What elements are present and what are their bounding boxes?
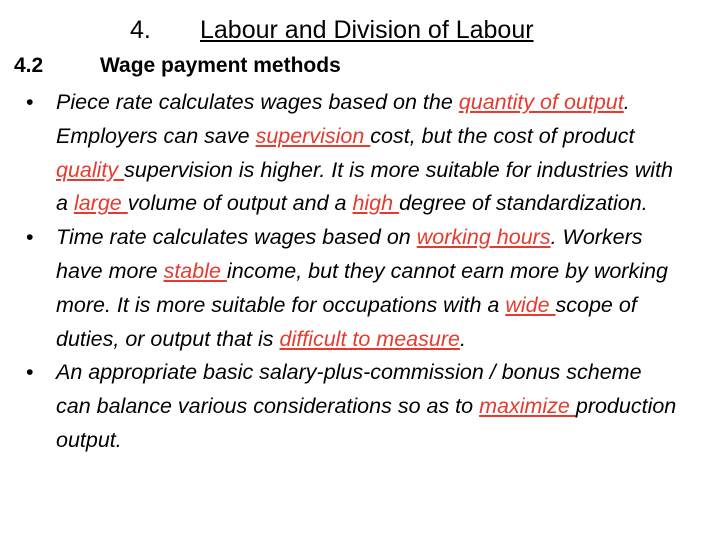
section-title: Wage payment methods [100,54,341,77]
bullet-text: degree of standardization. [399,191,648,216]
section-number: 4.2 [14,54,44,77]
bullet-icon: • [26,90,34,114]
bullet-text: . [459,326,466,351]
bullet-icon: • [26,360,34,385]
highlight-term: large [73,191,128,216]
bullet-text: income, but they cannot earn more by working more. It is more suitable for occupations with a [56,258,668,317]
bullet-commission [0,356,680,457]
highlight-term: wide [505,292,556,317]
highlight-term: stable [163,258,227,283]
bullet-text: supervision is higher. It is more suitable for industries with a [56,157,674,216]
bullet-text: . Workers have more [56,225,643,283]
bullet-icon: • [26,225,34,250]
highlight-term: quantity of output [458,90,624,114]
bullet-text: volume of output and a [127,191,353,216]
bullet-text: Piece rate calculates wages based on the [56,90,459,114]
highlight-term: maximize [479,394,576,419]
bullet-text: production output. [56,394,677,452]
bullet-list [0,86,720,458]
bullet-piece-rate [0,86,680,221]
bullet-text: . Employers can save [56,90,630,148]
highlight-term: working hours [416,225,551,250]
bullet-text: An appropriate basic salary-plus-commission / bonus scheme can balance various considerations so as to [56,360,642,419]
bullet-text: cost, but the cost of product [370,123,635,148]
bullet-time-rate [0,221,680,356]
highlight-term: supervision [255,123,371,148]
title-text: Labour and Division of Labour [200,16,534,44]
title-number: 4. [130,16,151,44]
highlight-term: difficult to measure [279,326,460,351]
bullet-text: Time rate calculates wages based on [56,225,417,250]
slide-title [0,14,720,46]
highlight-term: quality [56,157,125,182]
highlight-term: high [352,191,400,216]
bullet-text: scope of duties, or output that is [56,292,637,351]
